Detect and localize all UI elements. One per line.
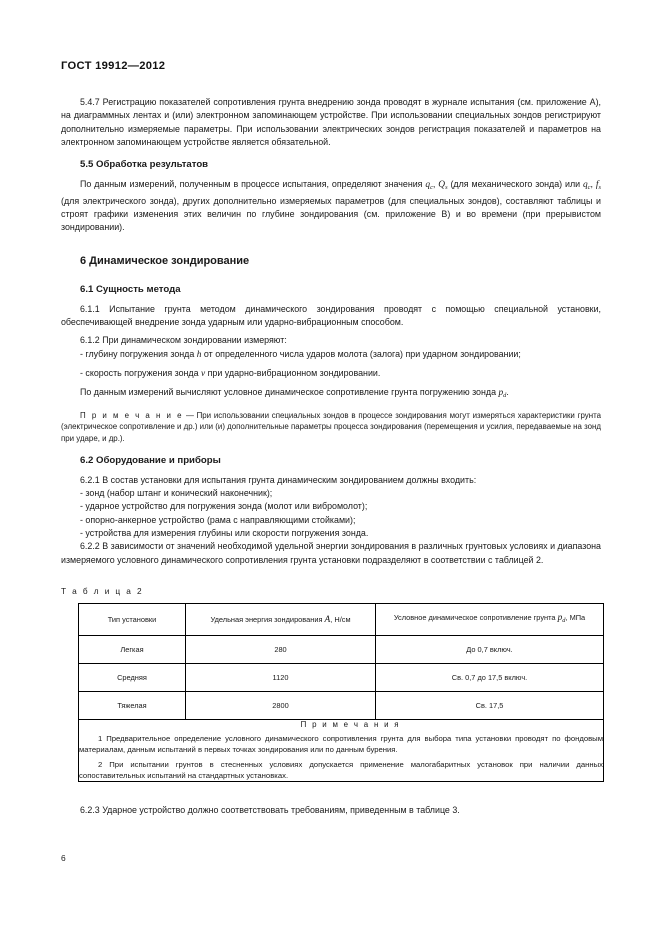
symbol-A: A — [324, 614, 331, 625]
table2-notes-cell — [79, 720, 604, 782]
symbol-pd: p — [498, 388, 504, 399]
table-2 — [78, 603, 604, 782]
table-row — [79, 692, 604, 720]
row1-type: Легкая — [79, 636, 186, 664]
note-label: П р и м е ч а н и е — [80, 410, 184, 420]
paragraph-6-1-1: 6.1.1 Испытание грунта методом динамического зондирования проводят с помощью специальной установки, обеспечивающей внедрение зонда ударным или ударно-вибрационным способом. — [61, 303, 601, 328]
symbol-pd-header-sub: d — [562, 617, 566, 624]
table2-notes-row — [79, 720, 604, 782]
bullet-probe: - зонд (набор штанг и конический наконечник); — [80, 487, 273, 498]
note-special-probes — [61, 410, 601, 445]
bullet-anchor-device: - опорно-анкерное устройство (рама с направляющими стойками); — [80, 514, 356, 525]
symbol-h: h — [196, 349, 202, 360]
col2-label-seg1: Удельная энергия зондирования — [210, 614, 325, 624]
symbol-qc-sub: c — [430, 184, 433, 192]
table2-col1-header: Тип установки — [79, 604, 186, 636]
paragraph-5-4-7: 5.4.7 Регистрацию показателей сопротивления грунта внедрению зонда проводят в журнале испытания (см. приложение А), на диаграммных лентах и (или) электронном запоминающем устройстве. При использовании специальных зондов регистрируют дополнительно измеряемые параметры. При использовании электрических зондов регистрация показателей и параметров на электронном запоминающем устройстве является обязательной. — [61, 97, 601, 148]
note-body: — При использовании специальных зондов в процессе зондирования могут измеряться характеристики грунта (электрическое сопротивление и др.) или (и) дополнительные параметры процесса зондирования (перемещения и усилия, передаваемые на зонд при ударе, и др.). — [61, 410, 602, 443]
table2-body — [79, 636, 604, 782]
paragraph-6-2-2: 6.2.2 В зависимости от значений необходимой удельной энергии зондирования в различных грунтовых условиях и диапазона измеряемого условного динамического сопротивления грунта установки подразделяют в соответствии с таблицей 2. — [61, 541, 601, 565]
heading-6-2: 6.2 Оборудование и приборы — [80, 454, 221, 466]
row2-energy: 1120 — [186, 664, 376, 692]
heading-5-5: 5.5 Обработка результатов — [80, 159, 209, 171]
paragraph-5-5: По данным измерений, полученным в процессе испытания, определяют значения $q_c$, $Q_s$ (для механического зонда) или $q_c$, $f_s$ (для электрического зонда), других дополнительно измеряемых параметров (для специальных зондов), составляют таблицы и строят графики изменения этих величин по глубине зондирования (см. приложение В) и во времени (при прерывистом зондировании). — [61, 179, 601, 233]
bullet-h-seg2: от определенного числа ударов молота (залога) при ударном зондировании; — [201, 348, 521, 359]
row1-resistance: До 0,7 включ. — [376, 636, 604, 664]
bullet-speed-v — [61, 367, 601, 381]
table-row — [79, 664, 604, 692]
page-content — [61, 60, 601, 818]
page-number: 6 — [61, 853, 66, 863]
symbol-v: v — [200, 369, 206, 380]
row2-resistance: Св. 0,7 до 17,5 включ. — [376, 664, 604, 692]
para-5-5-seg2: (для механического зонда) или — [447, 179, 583, 190]
row1-energy: 280 — [186, 636, 376, 664]
symbol-qc-2-sub: c — [587, 184, 591, 192]
row3-type: Тяжелая — [79, 692, 186, 720]
row3-resistance: Св. 17,5 — [376, 692, 604, 720]
para-pd-seg2: . — [506, 387, 509, 398]
symbol-fs-sub: s — [598, 184, 601, 192]
table2-notes-title: П р и м е ч а н и я — [300, 720, 401, 729]
para-pd-seg1: По данным измерений вычисляют условное динамическое сопротивление грунта погружению зонда — [80, 387, 499, 398]
heading-section-6: 6 Динамическое зондирование — [80, 254, 250, 267]
paragraph-6-2-1: 6.2.1 В состав установки для испытания грунта динамическим зондированием должны входить: — [80, 474, 477, 485]
symbol-Qs: Q — [438, 180, 446, 191]
bullet-v-seg1: - скорость погружения зонда — [80, 368, 201, 379]
row3-energy: 2800 — [186, 692, 376, 720]
symbol-pd-sub: d — [503, 392, 507, 400]
bullet-hammer: - ударное устройство для погружения зонда (молот или вибромолот); — [80, 501, 368, 512]
standard-header: ГОСТ 19912—2012 — [61, 60, 166, 72]
paragraph-6-2-3: 6.2.3 Ударное устройство должно соответствовать требованиям, приведенным в таблице 3. — [80, 805, 460, 816]
paragraph-dynamic-resistance — [61, 386, 601, 402]
table2-header-row — [79, 604, 604, 636]
para-5-5-seg3: (для электрического зонда), других дополнительно измеряемых параметров (для специальных зондов), составляют таблицы и строят графики изменения этих величин по глубине зондирования (см. приложение В) и во времени (при прерывистом зондировании). — [61, 195, 601, 233]
symbol-qc: q — [425, 180, 431, 191]
bullet-v-seg2: при ударно-вибрационном зондировании. — [205, 368, 381, 379]
table2-col3-header — [376, 604, 604, 636]
table-row — [79, 636, 604, 664]
row2-type: Средняя — [79, 664, 186, 692]
table2-caption: Т а б л и ц а 2 — [61, 586, 144, 596]
table2-note-2: 2 При испытании грунтов в стесненных условиях допускается применение малогабаритных установок при наличии данных сопоставительных испытаний на стандартных установках. — [79, 759, 603, 780]
paragraph-6-1-2: 6.1.2 При динамическом зондировании измеряют: — [80, 335, 287, 346]
table2-note-1: 1 Предварительное определение условного динамического сопротивления грунта для выбора типа установки проводят по фондовым материалам, данным испытаний в первых точках зондирования или по данным бурения. — [79, 734, 603, 755]
bullet-h-seg1: - глубину погружения зонда — [80, 348, 197, 359]
bullet-depth-h — [61, 348, 601, 362]
col3-label-seg1: Условное динамическое сопротивление грунта — [393, 613, 558, 622]
symbol-Qs-sub: s — [445, 184, 448, 192]
para-5-5-seg1: По данным измерений, полученным в процессе испытания, определяют значения — [80, 179, 426, 190]
heading-6-1: 6.1 Сущность метода — [80, 283, 181, 295]
table2-head — [79, 604, 604, 636]
col3-label-seg2: , МПа — [565, 613, 586, 622]
col2-label-seg2: , Н/см — [330, 614, 351, 624]
bullet-measuring-device: - устройства для измерения глубины или скорости погружения зонда. — [80, 527, 369, 538]
symbol-pd-header: p — [557, 613, 563, 623]
symbol-fs: f — [595, 180, 599, 191]
table2-col2-header — [186, 604, 376, 636]
symbol-qc-2: q — [582, 180, 588, 191]
